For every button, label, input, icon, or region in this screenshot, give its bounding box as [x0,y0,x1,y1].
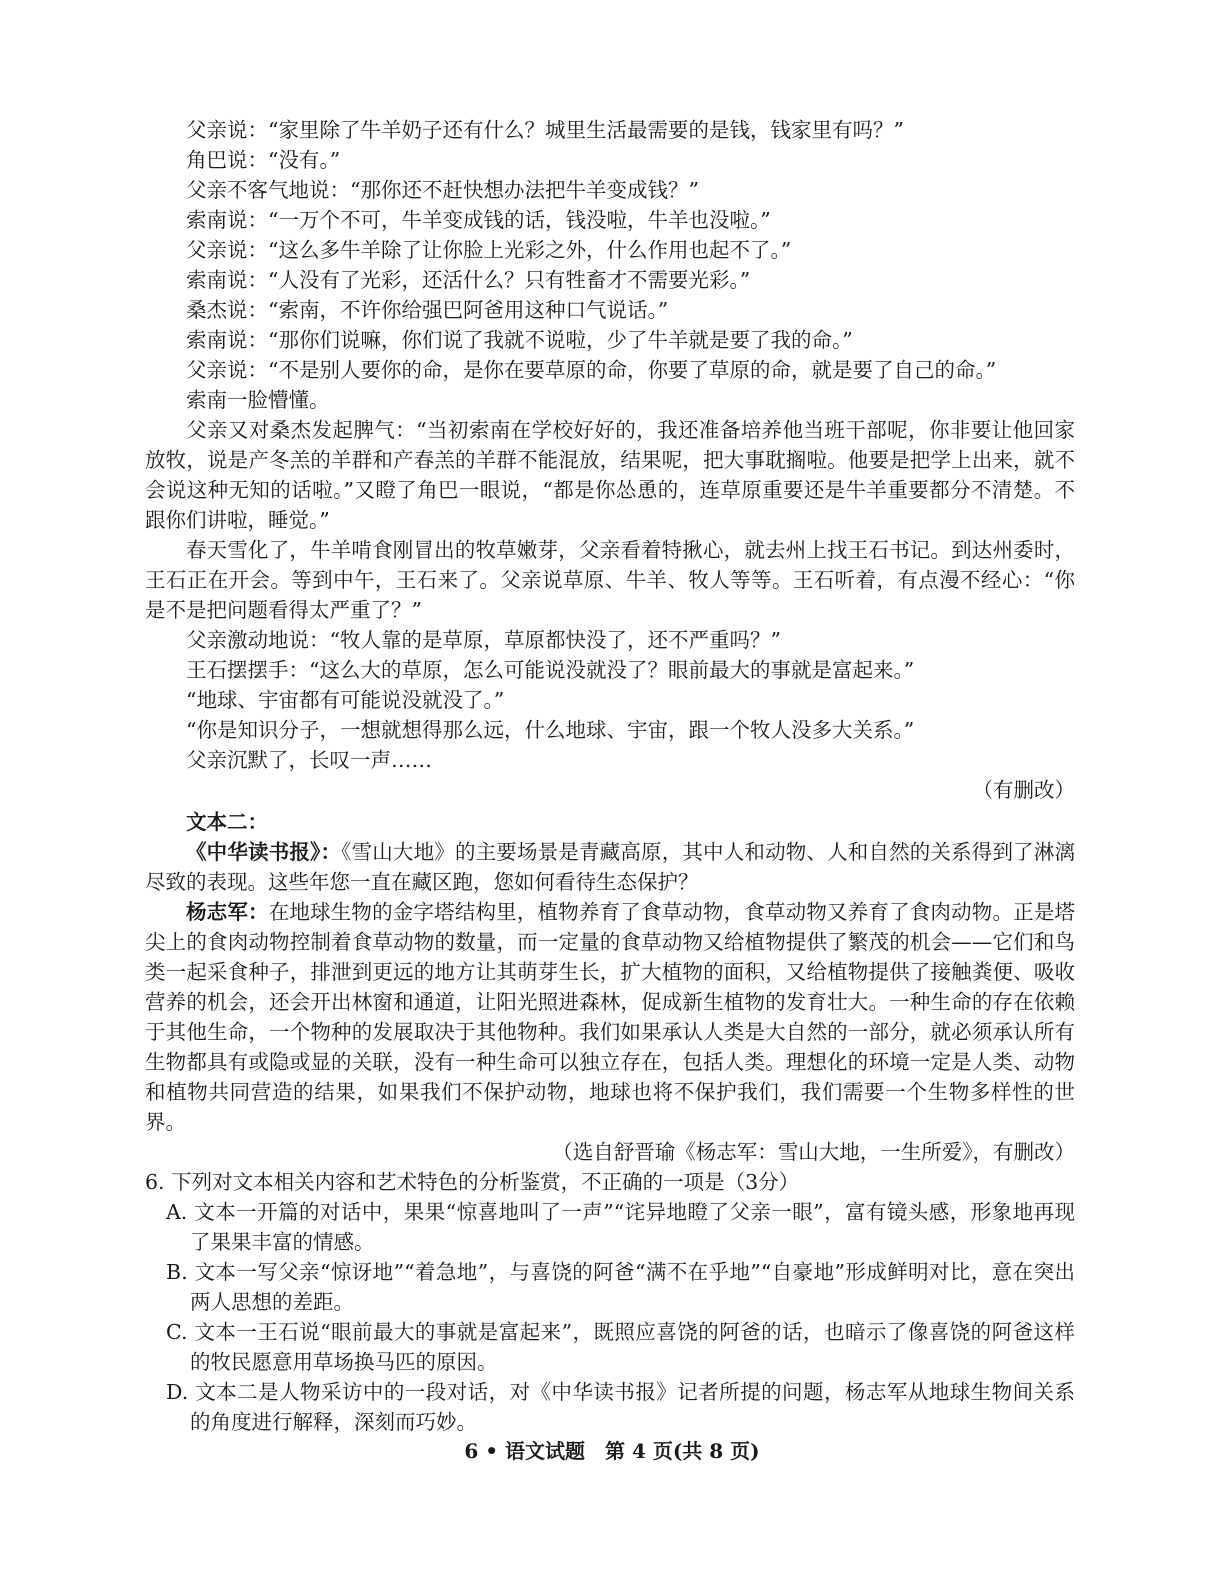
text1-dialogue [145,115,1075,775]
paragraph: 春天雪化了，牛羊啃食刚冒出的牧草嫩芽，父亲看着特揪心，就去州上找王石书记。到达州委时，王石正在开会。等到中午，王石来了。父亲说草原、牛羊、牧人等等。王石听着，有点漫不经心：“你是不是把问题看得太严重了？” [145,538,1075,622]
paragraph: 王石摆摆手：“这么大的草原，怎么可能说没就没了？眼前最大的事就是富起来。” [186,658,915,682]
paragraph: “地球、宇宙都有可能说没就没了。” [186,688,505,712]
interview-question [145,837,1075,897]
paragraph: 父亲说：“家里除了牛羊奶子还有什么？城里生活最需要的是钱，钱家里有吗？” [186,118,904,142]
page-footer: 6 • 语文试题 第 4 页(共 8 页) [464,1439,760,1463]
option-b: B. 文本一写父亲“惊讶地”“着急地”，与喜饶的阿爸“满不在乎地”“自豪地”形成鲜明对比，意在突出两人思想的差距。 [166,1260,1075,1314]
question-stem: 6. 下列对文本相关内容和艺术特色的分析鉴赏，不正确的一项是（3分） [145,1170,800,1194]
option-c: C. 文本一王石说“眼前最大的事就是富起来”，既照应喜饶的阿爸的话，也暗示了像喜饶的阿爸这样的牧民愿意用草场换马匹的原因。 [166,1320,1075,1374]
paragraph: 索南说：“那你们说嘛，你们说了我就不说啦，少了牛羊就是要了我的命。” [186,328,853,352]
paragraph: 索南说：“人没有了光彩，还活什么？只有牲畜才不需要光彩。” [186,268,751,292]
paragraph: 索南一脸懵懂。 [186,388,330,412]
paragraph: 父亲说：“不是别人要你的命，是你在要草原的命，你要了草原的命，就是要了自己的命。” [186,358,997,382]
paragraph: “你是知识分子，一想就想得那么远，什么地球、宇宙，跟一个牧人没多大关系。” [186,718,915,742]
option-a: A. 文本一开篇的对话中，果果“惊喜地叫了一声”“诧异地瞪了父亲一眼”，富有镜头感，形象地再现了果果丰富的情感。 [166,1200,1075,1254]
paragraph: 父亲不客气地说：“那你还不赶快想办法把牛羊变成钱？” [186,178,699,202]
interview-answer [145,897,1075,1137]
paragraph: 桑杰说：“索南，不许你给强巴阿爸用这种口气说话。” [186,298,669,322]
interviewee-label: 杨志军： [186,900,269,924]
paragraph: 父亲又对桑杰发起脾气：“当初索南在学校好好的，我还准备培养他当班干部呢，你非要让他回家放牧，说是产冬羔的羊群和产春羔的羊群不能混放，结果呢，把大事耽搁啦。他要是把学上出来，就不会说这种无知的话啦。”又瞪了角巴一眼说，“都是你怂恿的，连草原重要还是牛羊重要都分不清楚。不跟你们讲啦，睡觉。” [145,418,1075,532]
interviewer-label: 《中华读书报》： [186,840,342,864]
paragraph: 索南说：“一万个不可，牛羊变成钱的话，钱没啦，牛羊也没啦。” [186,208,771,232]
exam-page [145,115,1075,1437]
paragraph: 父亲沉默了，长叹一声…… [186,748,432,772]
paragraph: 父亲说：“这么多牛羊除了让你脸上光彩之外，什么作用也起不了。” [186,238,792,262]
paragraph: 父亲激动地说：“牧人靠的是草原，草原都快没了，还不严重吗？” [186,628,781,652]
text2-heading: 文本二： [186,810,268,834]
option-d: D. 文本二是人物采访中的一段对话，对《中华读书报》记者所提的问题，杨志军从地球生物间关系的角度进行解释，深刻而巧妙。 [166,1380,1075,1434]
interview-answer-text: 在地球生物的金字塔结构里，植物养育了食草动物，食草动物又养育了食肉动物。正是塔尖上的食肉动物控制着食草动物的数量，而一定量的食草动物又给植物提供了繁茂的机会——它们和鸟类一起采食种子，排泄到更远的地方让其萌芽生长，扩大植物的面积，又给植物提供了接触粪便、吸收营养的机会，还会开出林窗和通道，让阳光照进森林，促成新生植物的发育壮大。一种生命的存在依赖于其他生命，一个物种的发展取决于其他物种。我们如果承认人类是大自然的一部分，就必须承认所有生物都具有或隐或显的关联，没有一种生命可以独立存在，包括人类。理想化的环境一定是人类、动物和植物共同营造的结果，如果我们不保护动物，地球也将不保护我们，我们需要一个生物多样性的世界。 [145,900,1076,1134]
text2-source-note: （选自舒晋瑜《杨志军：雪山大地，一生所爱》，有删改） [552,1140,1075,1164]
paragraph: 角巴说：“没有。” [186,148,341,172]
interview-question-text: 《雪山大地》的主要场景是青藏高原，其中人和动物、人和自然的关系得到了淋漓尽致的表现。这些年您一直在藏区跑，您如何看待生态保护？ [145,840,1076,894]
text1-source-note: （有删改） [972,778,1075,802]
